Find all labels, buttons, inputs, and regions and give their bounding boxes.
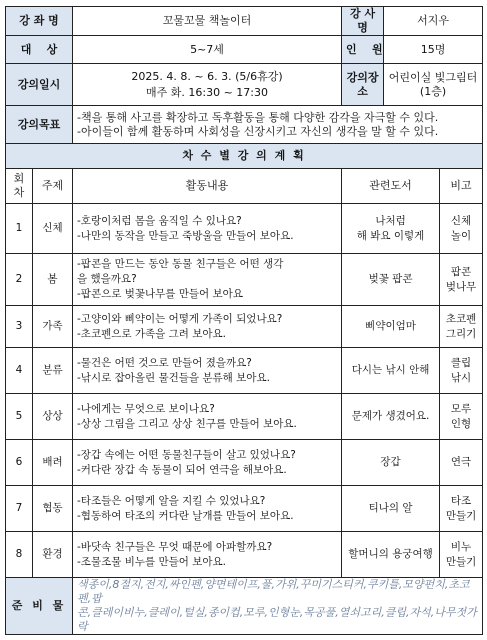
plan-row bbox=[6, 306, 483, 348]
activity-line: -팝콘으로 벚꽃나무를 만들어 보아요 bbox=[77, 288, 243, 300]
schedule-label: 강의일시 bbox=[6, 64, 73, 106]
session-activity bbox=[73, 486, 342, 532]
session-activity bbox=[73, 394, 342, 440]
book-line: 다시는 낚시 안해 bbox=[351, 364, 430, 376]
materials-label: 준 비 물 bbox=[6, 578, 73, 635]
session-note bbox=[440, 306, 483, 348]
session-topic: 분류 bbox=[33, 348, 73, 394]
session-note bbox=[440, 532, 483, 578]
note-line: 낚시 bbox=[450, 371, 472, 384]
info-row-lecture bbox=[6, 7, 483, 36]
session-book bbox=[342, 306, 440, 348]
info-row-goal bbox=[6, 106, 483, 144]
activity-line: -타조들은 어떻게 알을 지킬 수 있었나요? bbox=[77, 494, 266, 507]
target-value: 5~7세 bbox=[73, 36, 342, 64]
book-line: 할머니의 용궁여행 bbox=[348, 548, 433, 560]
plan-section-row bbox=[6, 144, 483, 169]
column-header-topic: 주제 bbox=[33, 169, 73, 204]
session-book bbox=[342, 394, 440, 440]
session-number: 2 bbox=[6, 254, 33, 306]
session-topic: 봄 bbox=[33, 254, 73, 306]
activity-line: -물건은 어떤 것으로 만들어 졌을까요? bbox=[77, 356, 252, 369]
book-line: 문제가 생겼어요. bbox=[351, 410, 430, 422]
session-topic: 환경 bbox=[33, 532, 73, 578]
session-topic: 상상 bbox=[33, 394, 73, 440]
session-topic: 신체 bbox=[33, 204, 73, 254]
plan-row bbox=[6, 486, 483, 532]
session-activity bbox=[73, 440, 342, 486]
session-number: 3 bbox=[6, 306, 33, 348]
venue-value: 어린이실 빛그림터(1층) bbox=[384, 64, 483, 106]
column-header-activity: 활동내용 bbox=[73, 169, 342, 204]
note-line: 만들기 bbox=[445, 555, 477, 568]
session-note bbox=[440, 394, 483, 440]
activity-line: 을 했을까요? bbox=[77, 273, 137, 285]
plan-column-header-row bbox=[6, 169, 483, 204]
lecture-plan-document bbox=[5, 6, 482, 635]
activity-line: -장갑 속에는 어떤 동물친구들이 살고 있었나요? bbox=[77, 448, 296, 461]
schedule-dates: 2025. 4. 8. ~ 6. 3. (5/6휴강) bbox=[131, 69, 283, 83]
activity-line: -고양이와 삐약이는 어떻게 가족이 되었나요? bbox=[77, 312, 283, 325]
session-activity bbox=[73, 306, 342, 348]
session-note bbox=[440, 348, 483, 394]
session-activity bbox=[73, 532, 342, 578]
activity-line: -나에게는 무엇으로 보이나요? bbox=[77, 402, 215, 415]
session-book bbox=[342, 532, 440, 578]
note-line: 신체 bbox=[450, 214, 472, 227]
note-line: 만들기 bbox=[445, 509, 477, 522]
instructor-label: 강 사 명 bbox=[342, 7, 384, 36]
session-number: 7 bbox=[6, 486, 33, 532]
book-line: 해 봐요 이렇게 bbox=[356, 229, 425, 242]
session-number: 5 bbox=[6, 394, 33, 440]
book-line: 벚꽃 팝콘 bbox=[368, 273, 413, 285]
schedule-time: 매주 화. 16:30 ~ 17:30 bbox=[146, 85, 269, 99]
session-book bbox=[342, 254, 440, 306]
activity-line: -상상 그림을 그리고 상상 친구를 만들어 보아요. bbox=[77, 417, 297, 430]
column-header-session: 회차 bbox=[6, 169, 33, 204]
session-topic: 배려 bbox=[33, 440, 73, 486]
note-line: 팝콘 bbox=[450, 265, 472, 278]
venue-label: 강의장소 bbox=[342, 64, 384, 106]
plan-row bbox=[6, 204, 483, 254]
note-line: 타조 bbox=[450, 494, 472, 507]
instructor-name: 서지우 bbox=[384, 7, 483, 36]
note-line: 놀이 bbox=[450, 229, 472, 242]
capacity-value: 15명 bbox=[384, 36, 483, 64]
session-activity bbox=[73, 254, 342, 306]
materials-line-2: 콘,클레이비누,클레이,털실,종이컵,모루,인형눈,목공풀,열쇠고리,클립,자석,나무젓가락 bbox=[77, 606, 477, 633]
note-line: 모루 bbox=[450, 402, 472, 415]
note-line: 클립 bbox=[450, 356, 472, 369]
note-line: 인형 bbox=[450, 417, 472, 430]
activity-line: -호랑이처럼 몸을 움직일 수 있나요? bbox=[77, 214, 242, 227]
session-topic: 협동 bbox=[33, 486, 73, 532]
activity-line: -바닷속 친구들은 무엇 때문에 아파할까요? bbox=[77, 540, 273, 553]
session-note bbox=[440, 254, 483, 306]
activity-line: -조물조물 비누를 만들어 보아요. bbox=[77, 555, 227, 568]
note-line: 그리기 bbox=[445, 327, 477, 340]
activity-line: -낚시로 잡아올린 물건들을 분류해 보아요. bbox=[77, 371, 270, 384]
schedule-value bbox=[73, 64, 342, 106]
book-line: 나처럼 bbox=[375, 214, 406, 227]
info-row-target bbox=[6, 36, 483, 64]
activity-line: -초코펜으로 가족을 그려 보아요. bbox=[77, 327, 227, 340]
book-line: 삐약이엄마 bbox=[365, 320, 416, 332]
activity-line: -나만의 동작을 만들고 죽방울을 만들어 보아요. bbox=[77, 229, 294, 242]
session-book bbox=[342, 486, 440, 532]
session-topic: 가족 bbox=[33, 306, 73, 348]
book-line: 장갑 bbox=[380, 456, 401, 468]
activity-line: -협동하여 타조의 커다란 날개를 만들어 보아요. bbox=[77, 509, 294, 522]
goal-line-2: -아이들이 함께 활동하며 사회성을 신장시키고 자신의 생각을 말 할 수 있다. bbox=[77, 124, 439, 138]
goal-label: 강의목표 bbox=[6, 106, 73, 144]
session-number: 6 bbox=[6, 440, 33, 486]
info-row-schedule bbox=[6, 64, 483, 106]
plan-row bbox=[6, 254, 483, 306]
activity-line: -팝콘을 만드는 동안 동물 친구들은 어떤 생각 bbox=[77, 258, 284, 270]
goal-line-1: -책을 통해 사고를 확장하고 독후활동을 통해 다양한 감각을 자극할 수 있다. bbox=[77, 110, 439, 124]
capacity-label: 인 원 bbox=[342, 36, 384, 64]
plan-row bbox=[6, 348, 483, 394]
session-note bbox=[440, 204, 483, 254]
session-book bbox=[342, 204, 440, 254]
note-line: 초코펜 bbox=[445, 312, 477, 325]
column-header-note: 비고 bbox=[440, 169, 483, 204]
plan-row bbox=[6, 440, 483, 486]
materials-line-1: 색종이,8절지,전지,싸인펜,양면테이프,풀,가위,꾸미기스티커,쿠키틀,모양펀치,초코펜,팝 bbox=[77, 578, 470, 605]
target-label: 대 상 bbox=[6, 36, 73, 64]
materials-list bbox=[73, 578, 483, 635]
materials-row bbox=[6, 578, 483, 635]
column-header-book: 관련도서 bbox=[342, 169, 440, 204]
plan-section-title: 차 수 별 강 의 계 획 bbox=[6, 144, 483, 169]
session-number: 8 bbox=[6, 532, 33, 578]
lecture-name: 꼬물꼬물 책놀이터 bbox=[73, 7, 342, 36]
plan-row bbox=[6, 532, 483, 578]
session-number: 1 bbox=[6, 204, 33, 254]
session-book bbox=[342, 348, 440, 394]
note-line: 비누 bbox=[450, 540, 472, 553]
lecture-plan-table bbox=[5, 6, 483, 635]
session-activity bbox=[73, 204, 342, 254]
session-activity bbox=[73, 348, 342, 394]
note-line: 벚나무 bbox=[445, 280, 477, 293]
session-book bbox=[342, 440, 440, 486]
session-note bbox=[440, 486, 483, 532]
book-line: 티나의 알 bbox=[368, 502, 413, 514]
session-note bbox=[440, 440, 483, 486]
note-line: 연극 bbox=[450, 456, 472, 468]
activity-line: -커다란 장갑 속 동물이 되어 연극을 해보아요. bbox=[77, 463, 287, 476]
goal-value bbox=[73, 106, 483, 144]
session-number: 4 bbox=[6, 348, 33, 394]
plan-row bbox=[6, 394, 483, 440]
lecture-name-label: 강 좌 명 bbox=[6, 7, 73, 36]
